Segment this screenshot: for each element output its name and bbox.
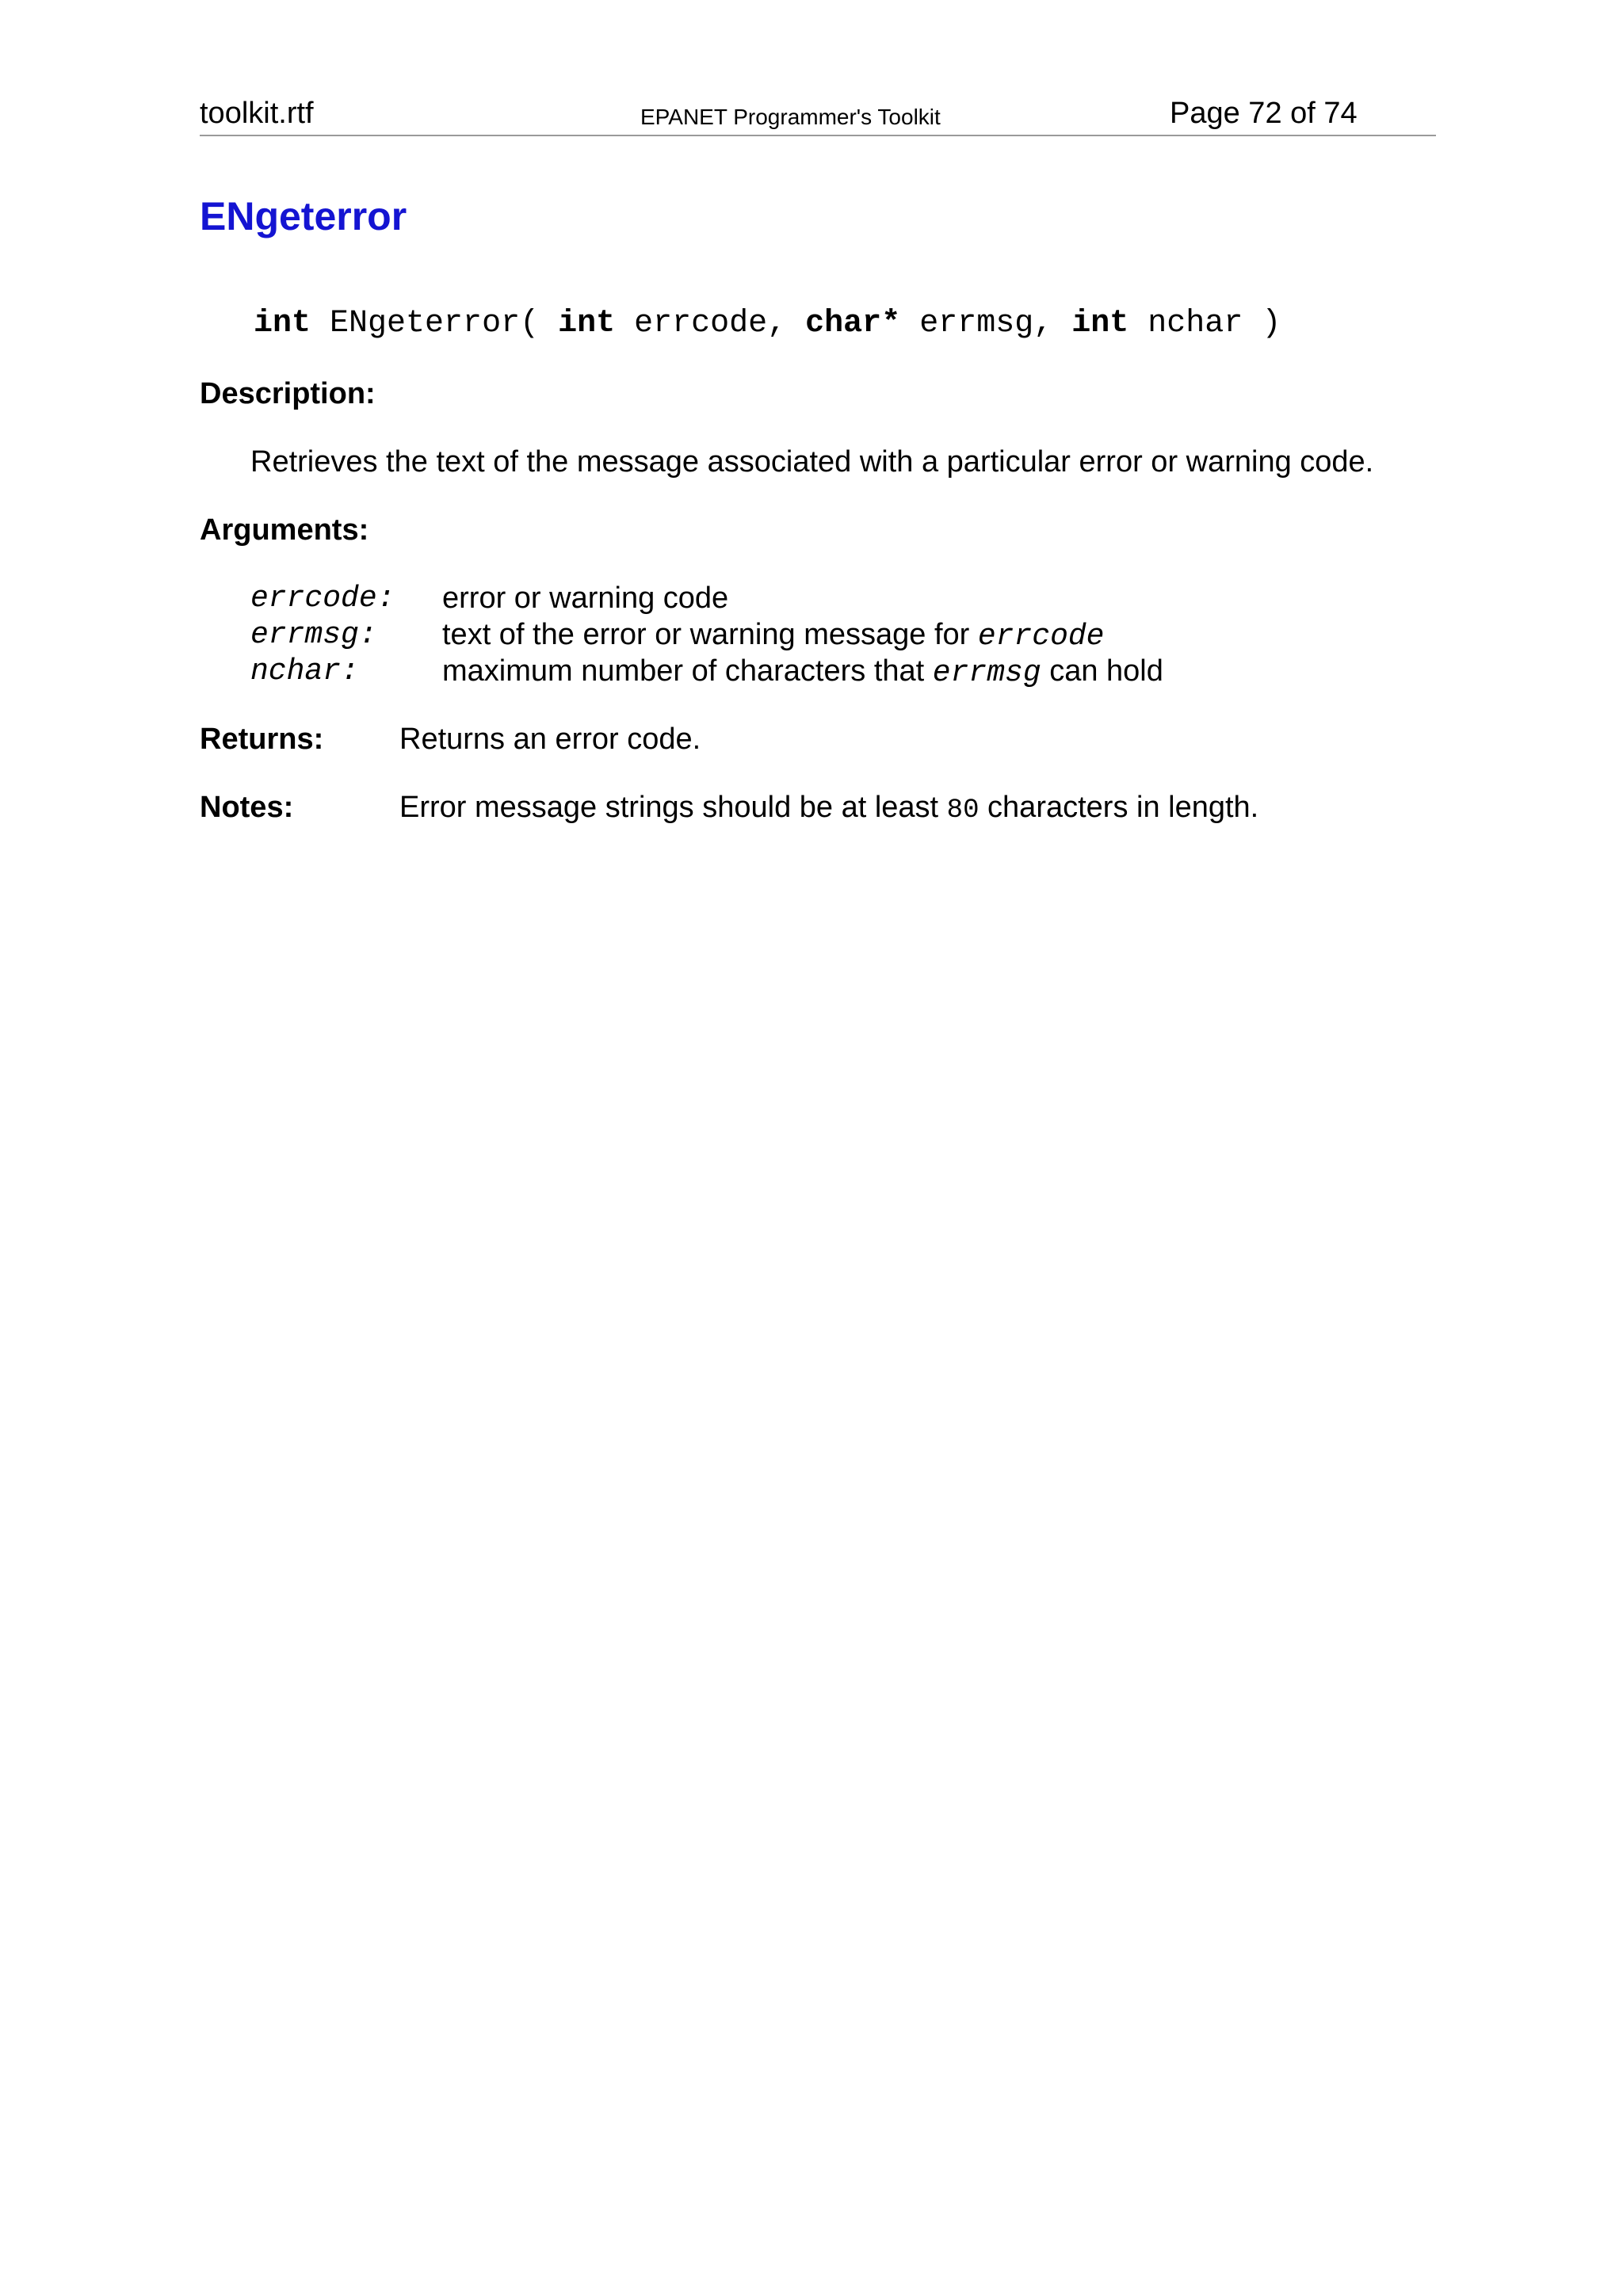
argument-desc-errcode: error or warning code: [442, 582, 729, 615]
argument-desc-errmsg: [442, 618, 1105, 654]
signature-param3-name: nchar ): [1148, 306, 1281, 341]
returns-text: Returns an error code.: [399, 723, 701, 756]
header-filename: toolkit.rtf: [200, 97, 314, 130]
signature-param3-type: int: [1071, 306, 1129, 341]
argument-name-nchar: nchar:: [250, 654, 359, 688]
signature-param2-name: errmsg,: [919, 306, 1053, 341]
header-doc-title: EPANET Programmer's Toolkit: [640, 105, 941, 129]
signature-return-type: int: [254, 306, 311, 341]
page-header: [200, 93, 1436, 136]
argument-desc-nchar-prefix: maximum number of characters that: [442, 654, 925, 688]
argument-desc-errmsg-code: errcode: [977, 620, 1105, 654]
argument-desc-nchar-suffix: can hold: [1049, 654, 1163, 688]
notes-text: [399, 791, 1258, 826]
arguments-label: Arguments:: [200, 513, 369, 547]
argument-desc-nchar-code: errmsg: [932, 656, 1041, 690]
signature-param2-type: char*: [805, 306, 901, 341]
signature-function-name: ENgeterror(: [330, 306, 540, 341]
notes-text-code: 80: [946, 795, 980, 826]
argument-desc-errmsg-text: text of the error or warning message for: [442, 618, 970, 651]
argument-name-errcode: errcode:: [250, 582, 395, 616]
signature-param1-name: errcode,: [634, 306, 787, 341]
description-label: Description:: [200, 377, 376, 410]
header-page-number: Page 72 of 74: [1170, 97, 1358, 130]
argument-desc-nchar: [442, 654, 1163, 690]
function-signature: [254, 306, 1281, 341]
argument-name-errmsg: errmsg:: [250, 618, 377, 652]
function-title: ENgeterror: [200, 194, 407, 238]
notes-text-prefix: Error message strings should be at least: [399, 791, 939, 824]
signature-param1-type: int: [558, 306, 616, 341]
description-text: Retrieves the text of the message associated with a particular error or warning code.: [250, 445, 1374, 479]
notes-label: Notes:: [200, 791, 294, 824]
notes-text-suffix: characters in length.: [987, 791, 1259, 824]
returns-label: Returns:: [200, 723, 324, 756]
